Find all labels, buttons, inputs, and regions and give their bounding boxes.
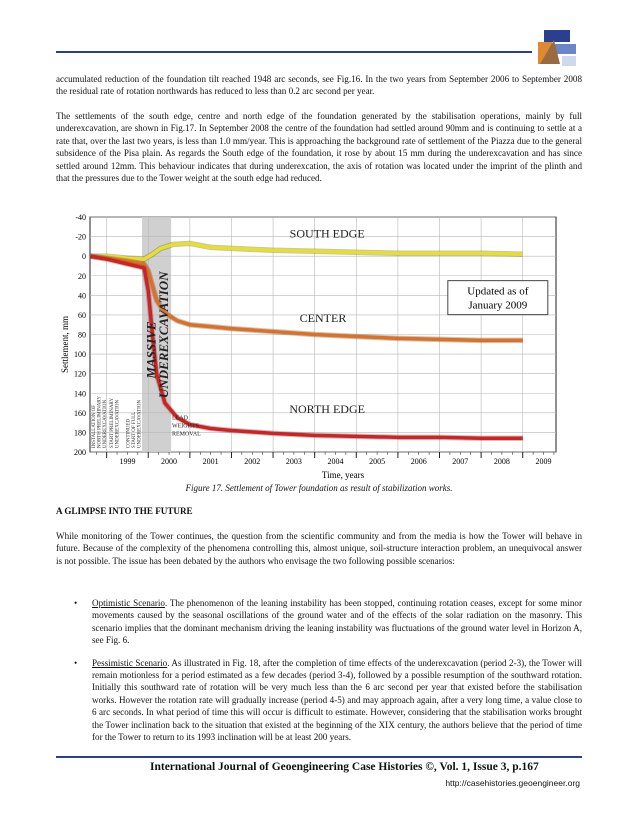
bullet-icon: • [74, 657, 78, 668]
y-tick-label: 180 [74, 428, 86, 438]
scenario-list [56, 597, 582, 743]
y-tick-label: 0 [82, 252, 86, 262]
x-tick-label: 2007 [452, 457, 469, 466]
series-label: SOUTH EDGE [289, 226, 365, 241]
y-tick-label: 200 [74, 448, 86, 457]
scenario-title: Pessimistic Scenario [92, 657, 168, 668]
journal-logo-icon [534, 28, 578, 68]
y-tick-label: 140 [74, 389, 86, 399]
figure-caption: Figure 17. Settlement of Tower foundation as result of stabilization works. [185, 483, 453, 493]
annotation-preliminary: UNDEREXCAVATION [115, 399, 121, 449]
x-tick-label: 2001 [202, 457, 219, 466]
x-tick-label: 2009 [535, 457, 552, 466]
scenario-text: . The phenomenon of the leaning instability has been stopped, continuing rotation ceases, except for some minor movements caused by the seasonal oscillations of the ground water and of the effects of the solar radiation on the masonry. This scenario implies that the dominant mechanism driving the leaning instability was fluctuations of the ground water level in Horizon A, see Fig. 6. [92, 598, 583, 646]
y-tick-label: -40 [75, 214, 86, 222]
annotation-installation: NORTH PRELIMINARY [97, 396, 103, 449]
annotation-full-start: CONTINUED [126, 418, 132, 449]
annotation-underexcavation: UNDEREXCAVATION [155, 271, 171, 399]
paragraph-future: While monitoring of the Tower continues, the question from the scientific community and from the media is how the Tower will behave in future. Because of the complexity of the phenomena controlling this, almost unique, soil-structure interaction problem, an unequivocal answer is not possible. The issue has been debated by the authors who envisage the two following possible scenarios: [56, 531, 582, 566]
settlement-chart-svg [56, 214, 582, 482]
footer-rule [56, 756, 582, 758]
footer-journal: International Journal of Geoengineering Case Histories ©, Vol. 1, Issue 3, p.167 [150, 761, 539, 773]
annotation-full-start: UNDEREXCAVATION [137, 399, 143, 449]
y-tick-label: 80 [78, 330, 86, 340]
annotation-installation: INSTALLATION OF [91, 405, 97, 449]
series-label: CENTER [299, 310, 347, 325]
bullet-icon: • [74, 598, 78, 608]
paragraph-intro: accumulated reduction of the foundation tilt reached 1948 arc seconds, see Fig.16. In the two years from September 2006 to September 2008 the residual rate of rotation northwards has reduced to less than 0.2 arc second per year. [56, 74, 582, 97]
x-tick-label: 2000 [161, 457, 178, 466]
x-tick-label: 2006 [410, 457, 427, 466]
annotation-lead-removal: WEIGHTS [171, 423, 199, 430]
y-tick-label: 120 [74, 369, 86, 379]
x-axis-label: Time, years [321, 470, 365, 480]
y-axis-label: Settlement, mm [60, 316, 70, 373]
scenario-text: . As illustrated in Fig. 18, after the completion of time effects of the underexcavation (period 2-3), the Tower will remain motionless for a period estimated as a few decades (period 3-4), followed by a possible resumption of the southward rotation. Initially this southward rate of rotation will be very much less than the 6 arc second per year that existed before the stabilisation works. However the rotation rate will gradually increase (period 4-5) and may approach again, after a very long time, a value close to 6 arc seconds. In what period of time this will occur is difficult to estimate. However, considering that the stabilisation works brought the Tower inclination back to the situation that existed at the beginning of the XIX century, the authors believe that the period of time for the Tower to return to its 1993 inclination will be at least 200 years. [92, 657, 583, 743]
y-tick-label: 60 [78, 310, 86, 320]
y-tick-label: 160 [74, 408, 86, 418]
scenario-title: Optimistic Scenario [92, 598, 165, 608]
x-tick-label: 1999 [119, 457, 136, 466]
annotation-full-start: START OF FULL [132, 411, 138, 449]
annotation-installation: UNDEREXCAVATION [102, 399, 108, 449]
x-tick-label: 2004 [327, 457, 344, 466]
x-tick-label: 2005 [369, 457, 386, 466]
series-label: NORTH EDGE [289, 401, 365, 416]
list-item [56, 657, 582, 744]
annotation-lead-removal: LEAD [171, 415, 188, 422]
annotation-massive: MASSIVE [143, 321, 159, 379]
paragraph-settlements: The settlements of the south edge, centre and north edge of the foundation generated by the stabilisation operations, mainly by full underexcavation, are shown in Fig.17. In September 2008 the centre of the foundation had settled around 90mm and is continuing to settle at a rate that, over the last two years, is less than 1.0 mm/year. This is approaching the background rate of settlement of the Piazza due to the general subsidence of the Pisa plain. As regards the South edge of the foundation, it rose by about 15 mm during the underexcavation and has since settled around 12mm. This behaviour indicates that during underexcation, the axis of rotation was located under the imprint of the plinth and that the pressures due to the Tower weight at the south edge had reduced. [56, 111, 582, 184]
x-tick-label: 2008 [493, 457, 510, 466]
y-tick-label: -20 [75, 232, 86, 242]
list-item [56, 597, 582, 647]
section-heading: A GLIMPSE INTO THE FUTURE [56, 506, 193, 516]
x-tick-label: 2003 [285, 457, 302, 466]
annotation-lead-removal: REMOVAL [171, 431, 201, 438]
y-tick-label: 100 [74, 350, 86, 360]
annotation-preliminary: START PRELIMINARY [109, 397, 115, 449]
footer-url[interactable]: http://casehistories.geoengineer.org [445, 778, 580, 788]
y-tick-label: 40 [78, 291, 86, 301]
settlement-chart [56, 214, 582, 482]
update-annotation-line1: Updated as of [467, 285, 529, 298]
update-annotation-line2: January 2009 [468, 299, 528, 312]
y-tick-label: 20 [78, 271, 86, 281]
header-rule [56, 51, 532, 53]
x-tick-label: 2002 [244, 457, 261, 466]
